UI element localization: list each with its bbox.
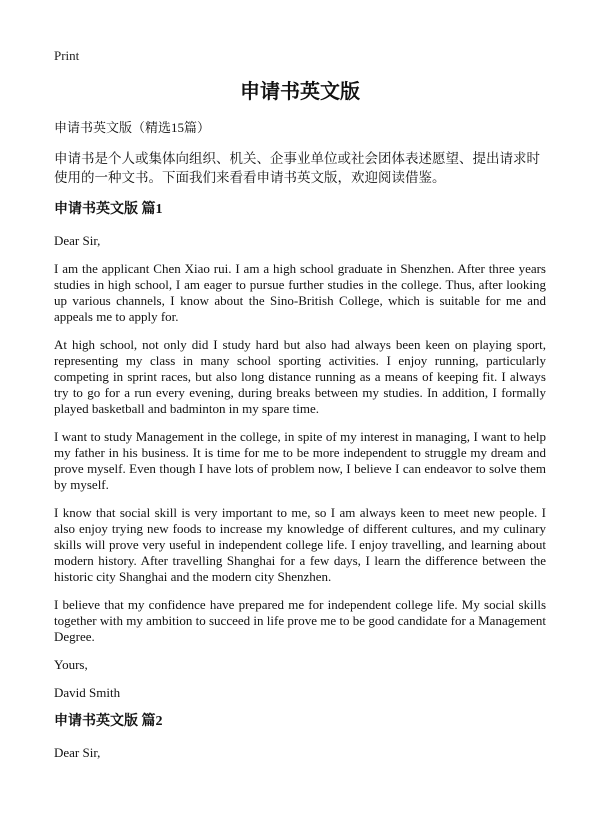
closing: Yours, — [54, 657, 88, 672]
body-paragraph: I know that social skill is very important to me, so I am always keen to meet new people. I also enjoy trying new foods to increase my knowledge of different cultures, and my culinary skills will prove very useful in independent college life. I enjoy travelling, and learning about modern history. After travelling Shanghai for a few days, I learn the difference between the historic city Shanghai and the modern city Shenzhen. — [54, 505, 546, 584]
section-heading: 申请书英文版 篇2 — [54, 714, 163, 729]
body-paragraph: I am the applicant Chen Xiao rui. I am a high school graduate in Shenzhen. After three years studies in high school, I am eager to pursue further studies in the college. Thus, after looking up various channels, I know about the Sino-British College, which is suitable for me and appeals me to apply for. — [54, 261, 546, 324]
body-paragraph: I want to study Management in the college, in spite of my interest in managing, I want to help my father in his business. It is time for me to be more independent to struggle my dream and prove myself. Even though I have lots of problem now, I believe I can endeavor to solve them by myself. — [54, 429, 546, 492]
signature: David Smith — [54, 685, 121, 700]
document-body — [54, 120, 546, 773]
section-heading: 申请书英文版 篇1 — [54, 202, 163, 217]
body-paragraph: I believe that my confidence have prepared me for independent college life. My social skills together with my ambition to succeed in life prove me to be good candidate for a Management Degree. — [54, 597, 546, 644]
print-link[interactable]: Print — [54, 48, 80, 63]
page-title: 申请书英文版 — [240, 81, 360, 103]
body-paragraph: At high school, not only did I study hard but also had always been keen on playing sport, representing my class in many school sporting activities. I enjoy running, particularly competing in sprint races, but also long distance running as a means of keeping fit. I always try to go for a run every evening, during breaks between my studies. In addition, I formally played basketball and badminton in my spare time. — [54, 337, 546, 416]
salutation: Dear Sir, — [54, 745, 101, 760]
intro-paragraph: 申请书是个人或集体向组织、机关、企事业单位或社会团体表述愿望、提出请求时使用的一种文书。下面我们来看看申请书英文版，欢迎阅读借鉴。 — [54, 151, 540, 185]
document-subtitle: 申请书英文版（精选15篇） — [54, 120, 211, 135]
salutation: Dear Sir, — [54, 233, 101, 248]
